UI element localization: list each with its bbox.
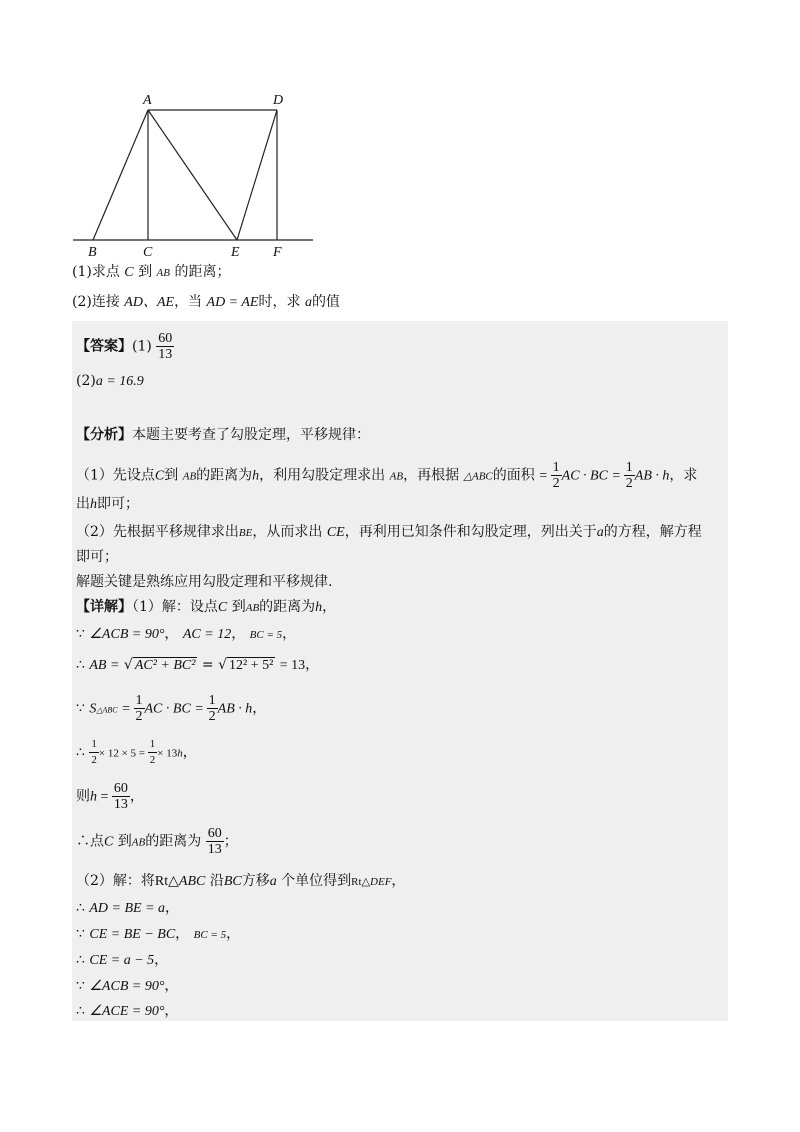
- analysis-intro: 【分析】本题主要考查了勾股定理，平移规律：: [76, 427, 370, 443]
- segment-AE: [148, 110, 237, 240]
- detail-line-13: ∴ ∠ACE = 90°，: [76, 1003, 179, 1019]
- geometry-figure: [60, 88, 330, 263]
- detail-line-3: ∴ AB = √ AC² + BC² = √ 12² + 5² = 13，: [76, 657, 320, 673]
- question-1: (1)求点 C 到 AB 的距离；: [72, 264, 231, 280]
- analysis-p2: （2）先根据平移规律求出BE，从而求出 CE，再利用已知条件和勾股定理，列出关于a的方程，解方程: [76, 524, 702, 540]
- answer-line-1: 【答案】(1) $\frac{60}{13}$: [76, 331, 173, 362]
- detail-line-9: ∴ AD = BE = a，: [76, 900, 180, 916]
- analysis-key: 解题关键是熟练应用勾股定理和平移规律.: [76, 574, 333, 590]
- question-2: (2)连接 AD、AE，当 AD = AE时，求 a的值: [72, 294, 340, 310]
- label-B: B: [88, 245, 97, 260]
- detail-line-1: 【详解】（1）解：设点C 到AB的距离为h，: [76, 599, 337, 615]
- detail-line-7: ∴点C 到AB的距离为 $\frac{60}{13}$ ；: [76, 826, 238, 857]
- segment-AB: [93, 110, 148, 240]
- detail-line-8: （2）解：将Rt△ABC 沿BC方移a 个单位得到Rt△DEF，: [76, 873, 406, 889]
- label-D: D: [273, 93, 284, 108]
- label-A: A: [143, 93, 152, 108]
- label-E: E: [231, 245, 240, 260]
- detail-line-2: ∵ ∠ACB = 90°， AC = 12， BC = 5，: [76, 626, 297, 642]
- segment-DE: [237, 110, 277, 240]
- detail-line-4: ∵ S△ABC = $\frac{1}{2}$ AC · BC = $\frac{1}{2}$ AB · h，: [76, 693, 267, 724]
- detail-line-5: ∴ $\frac{1}{2}$ × 12 × 5 = $\frac{1}{2}$ × 13h，: [76, 738, 197, 766]
- analysis-p1: （1）先设点C到 AB的距离为h，利用勾股定理求出 AB，再根据 △ABC的面积 = $\frac{1}{2}$ AC · BC = $\frac{1}{2}$ AB · h，求: [76, 460, 698, 491]
- analysis-p2-cont: 即可；: [76, 549, 118, 565]
- detail-line-11: ∴ CE = a − 5，: [76, 952, 169, 968]
- analysis-p1-cont: 出h即可；: [76, 496, 139, 512]
- answer-line-2: (2)a = 16.9: [76, 373, 144, 389]
- label-C: C: [143, 245, 153, 260]
- label-F: F: [273, 245, 282, 260]
- detail-line-6: 则h = $\frac{60}{13}$ ，: [76, 781, 144, 812]
- answer-fraction: $\frac{60}{13}$: [158, 331, 173, 362]
- detail-line-10: ∵ CE = BE − BC， BC = 5，: [76, 926, 241, 942]
- detail-line-12: ∵ ∠ACB = 90°，: [76, 978, 179, 994]
